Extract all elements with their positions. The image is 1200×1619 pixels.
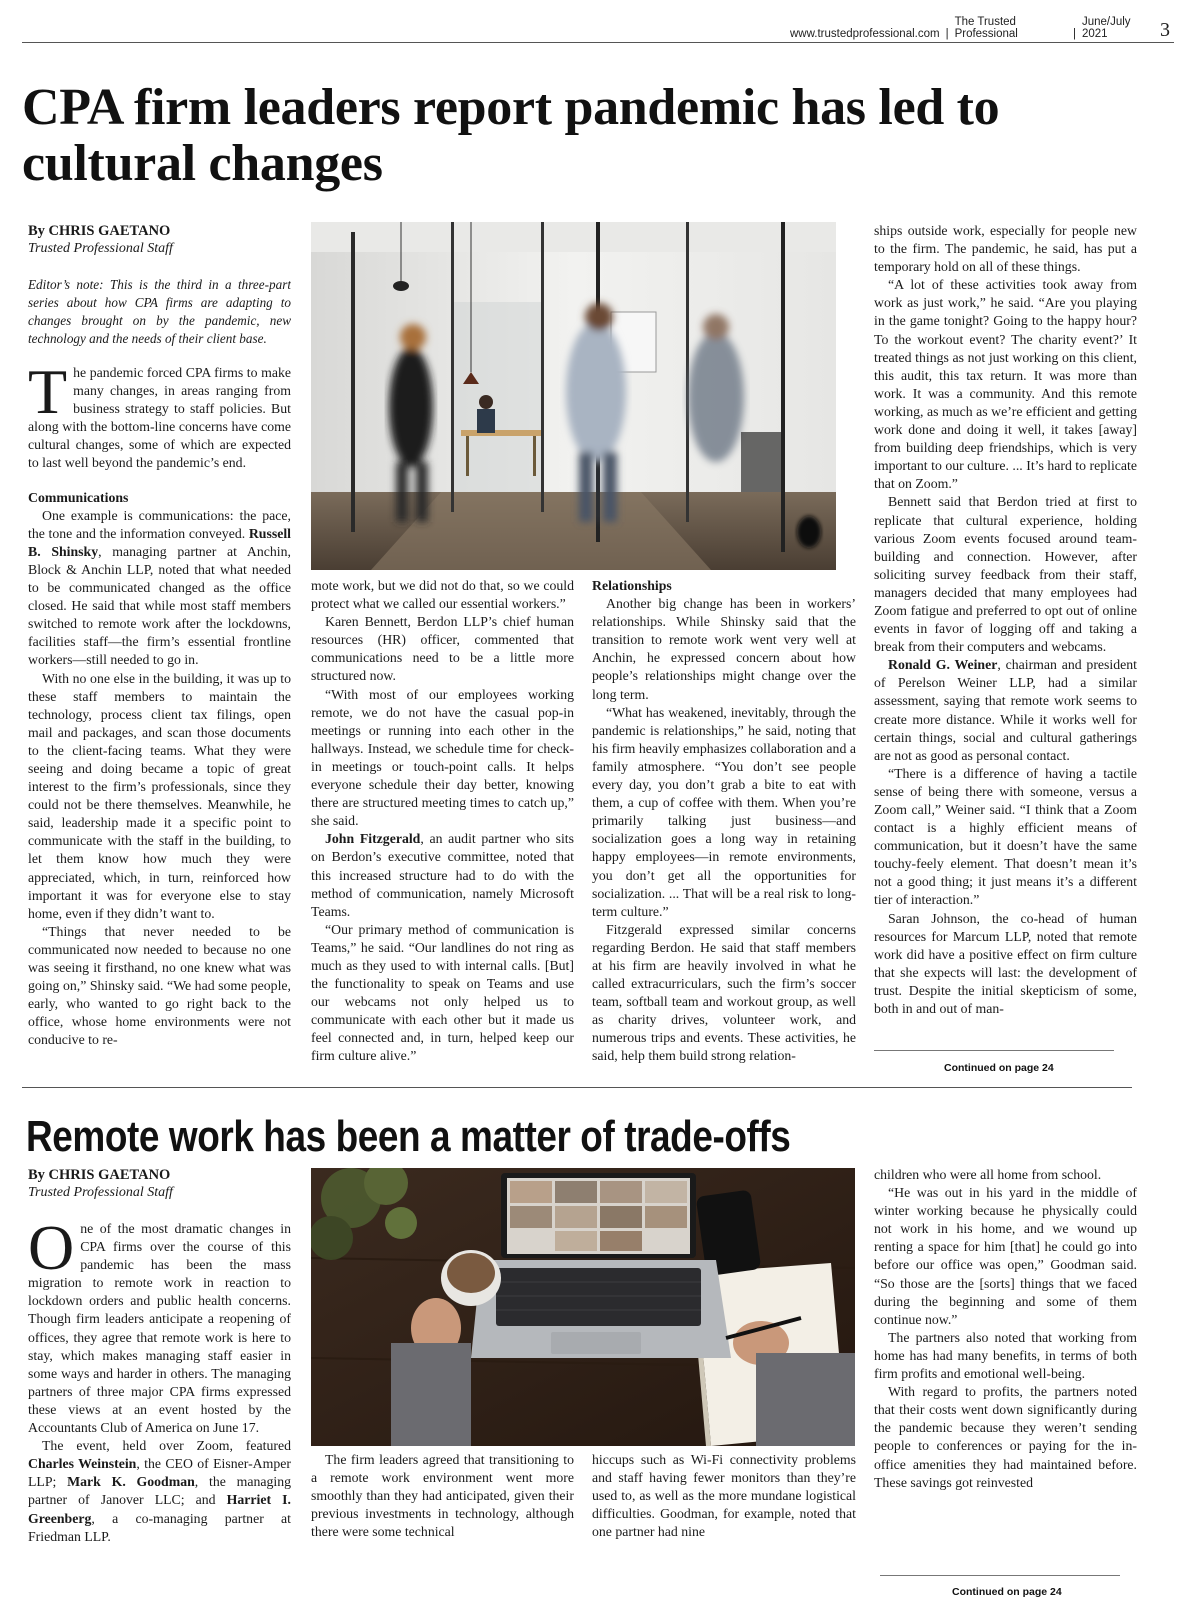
person-name: Mark K. Goodman	[67, 1474, 195, 1490]
lead-paragraph: The pandemic forced CPA firms to make many changes, in areas ranging from business strategy to staff policies. But along with the bottom-line concerns have come cultural changes, some of which are expected to last well beyond the pandemic’s end.	[28, 356, 291, 471]
paragraph: “What has weakened, inevitably, through the pandemic is relationships,” he said, noting that his firm heavily emphasizes collaboration and a family atmosphere. “You don’t see people every day, you don’t grab a bite to eat with them, a cup of coffee with them. When you’re primarily talking just business—and socialization goes a long way in retaining happy employees—in remote environments, you don’t get all the opportunities for socialization. ... That will be a real risk to long-term culture.”	[592, 704, 856, 919]
person-name: Charles Weinstein	[28, 1456, 137, 1472]
paragraph: The firm leaders agreed that transitioning to a remote work environment went more smoothly than they had anticipated, given their previous investments in technology, although there were some technical	[311, 1452, 574, 1540]
paragraph: One example is communications: the pace, the tone and the information conveyed. Russell B. Shinsky, managing partner at Anchin, Block & Anchin LLP, noted that what needed to be communicated changed as the office closed. He said that while most staff members switched to remote work after the lockdowns, facilities staff—the firm’s essential frontline workers—still needed to go in.	[28, 507, 291, 668]
paragraph: “There is a difference of having a tactile sense of being there with someone, versus a Zoom call,” Weiner said. “I think that a Zoom contact is a highly efficient means of communication, but it doesn’t have the same touchy-feely element. That doesn’t mean it’s not a good thing; it just means it’s a different tier of interaction.”	[874, 765, 1137, 908]
article1-column-1	[28, 222, 291, 1068]
byline-role: Trusted Professional Staff	[28, 1185, 173, 1200]
paragraph: “With most of our employees working remote, we do not have the casual pop-in meetings or running into each other in the hallways. Instead, we schedule time for check-in meetings or touch-point calls. It helps everyone schedule their day better, knowing there are structured meeting times to catch up,” she said.	[311, 686, 574, 829]
continued-link[interactable]: Continued on page 24	[952, 1586, 1062, 1598]
subhead-relationships: Relationships	[592, 578, 672, 593]
paragraph: John Fitzgerald, an audit partner who sits on Berdon’s executive committee, noted that this increased structure had to do with the method of communication, namely Microsoft Teams.	[311, 831, 574, 919]
byline: By CHRIS GAETANO	[28, 1167, 171, 1183]
paragraph: ships outside work, especially for people new to the firm. The pandemic, he said, has put a temporary hold on all of these things.	[874, 223, 1137, 275]
article1-column-3	[592, 577, 856, 1068]
article-divider	[22, 1087, 1132, 1088]
paragraph: Fitzgerald expressed similar concerns regarding Berdon. He said that staff members at his firm are heavily involved in what he called extracurriculars, such the firm’s soccer team, softball team and workout group, as well as charity drives, volunteer work, and numerous trips and events. These activities, he said, help them build strong relation-	[592, 921, 856, 1064]
laptop-photo-svg	[311, 1168, 855, 1446]
lead-paragraph: One of the most dramatic changes in CPA firms over the course of this pandemic has been the mass migration to remote work in reaction to lockdown orders and public health concerns. Though firm leaders anticipate a reopening of offices, they agree that remote work is here to stay, which makes managing staff easier in some ways and harder in others. The managing partners of three major CPA firms expressed these views at an event hosted by the Accountants Club of America on June 17.	[28, 1212, 291, 1436]
paragraph: With no one else in the building, it was up to these staff members to maintain the technology, process client tax filings, open mail and packages, and scan those documents to the client-facing teams. What they were seeing and doing became a topic of great interest to the firm’s professionals, since they could not be there themselves. Meanwhile, he said, leadership made it a specific point to communicate with the staff in the building, to let them know how much they were appreciated, which, in turn, reinforced how important it was for everyone else to stay home, even if they didn’t want to.	[28, 670, 291, 921]
paragraph: The event, held over Zoom, featured Charles Weinstein, the CEO of Eisner-Amper LLP; Mark K. Goodman, the managing partner of Janover LLC; and Harriet I. Greenberg, a co-managing partner at Friedman LLP.	[28, 1438, 291, 1544]
paragraph: “A lot of these activities took away from work as just work,” he said. “Are you playing in the game tonight? Going to the happy hour? To the workout event? The charity event?’ It treated things as not just working on this client, this audit, this tax return. It was more than work. It was a community. And this remote working, as much as we’re efficient and getting work done and doing it well, it takes [away] from building deep friendships, which is very important to our culture. ... It’s hard to replicate that on Zoom.”	[874, 277, 1137, 492]
site-url[interactable]: www.trustedprofessional.com	[790, 28, 940, 40]
editor-note: Editor’s note: This is the third in a three-part series about how CPA firms are adapting to changes brought on by the pandemic, new technology and the needs of their client base.	[28, 277, 291, 346]
person-name: Harriet I. Greenberg	[28, 1492, 291, 1526]
paragraph: hiccups such as Wi-Fi connectivity problems and staff having fewer monitors than they’re used to, as well as the more mundane logistical difficulties. Goodman, for example, noted that one partner had nine	[592, 1452, 856, 1540]
paragraph: “Things that never needed to be communicated now needed to because no one was seeing it firsthand, no one knew what was going on,” Shinsky said. “We had some people, early, who wanted to go right back to the office, whose home environments were not conducive to re-	[28, 923, 291, 1048]
paragraph: Another big change has been in workers’ relationships. While Shinsky said that the transition to remote work went very well at Anchin, he expressed concern about how people’s relationships might change over the long term.	[592, 596, 856, 702]
publication-name: The Trusted Professional	[954, 16, 1018, 40]
paragraph: With regard to profits, the partners noted that their costs went down significantly during the pandemic because they weren’t sending people to conferences or paying for the in-office amenities they had maintained before. These savings got reinvested	[874, 1384, 1137, 1490]
article2-column-2	[311, 1451, 574, 1607]
article1-column-4	[874, 222, 1137, 1046]
paragraph: Karen Bennett, Berdon LLP’s chief human resources (HR) officer, commented that communications need to be a little more structured now.	[311, 614, 574, 684]
drop-cap: T	[28, 356, 68, 427]
paragraph: Saran Johnson, the co-head of human resources for Marcum LLP, noted that remote work did have a positive effect on firm culture that she expects will last: the development of trust. Despite the initial skepticism of some, both in and out of man-	[874, 910, 1137, 1017]
issue-date: June/July 2021	[1081, 16, 1131, 40]
byline-role: Trusted Professional Staff	[28, 241, 173, 256]
article2-column-3	[592, 1451, 856, 1607]
paragraph: Ronald G. Weiner, chairman and president of Perelson Weiner LLP, had a similar assessment, saying that remote work seems to create more distance. While it works well for certain things, social and cultural gatherings are not as good as personal contact.	[874, 657, 1137, 763]
page-header: www.trustedprofessional.com | The Trusted Professional | June/July 2021 3	[790, 16, 1170, 41]
article1-column-2	[311, 577, 574, 1068]
blurred-office-workers-photo	[311, 222, 836, 570]
person-name: Russell B. Shinsky	[28, 525, 291, 559]
paragraph: The partners also noted that working from home has had many benefits, in terms of both firm profits and emotional well-being.	[874, 1329, 1137, 1382]
byline: By CHRIS GAETANO	[28, 223, 171, 239]
paragraph: children who were all home from school.	[874, 1167, 1102, 1182]
article2-headline: Remote work has been a matter of trade-offs	[26, 1112, 791, 1161]
continued-rule	[874, 1050, 1114, 1051]
subhead-communications: Communications	[28, 489, 129, 505]
person-name: John Fitzgerald	[325, 831, 421, 847]
header-rule	[22, 42, 1174, 43]
laptop-video-call-photo	[311, 1168, 855, 1446]
paragraph: Bennett said that Berdon tried at first to replicate that cultural experience, holding various Zoom events focused around team-building and connection. However, after soliciting survey feedback from their staff, managers decided that many employees had Zoom fatigue and preferred to opt out of online events in favor of logging off and taking a break from their computers and webcams.	[874, 494, 1137, 655]
article2-column-4	[874, 1166, 1137, 1562]
paragraph: mote work, but we did not do that, so we could protect what we called our essential workers.”	[311, 578, 574, 612]
person-name: Ronald G. Weiner	[888, 657, 998, 673]
drop-cap: O	[28, 1212, 75, 1283]
continued-rule	[880, 1575, 1120, 1576]
office-photo-svg	[311, 222, 836, 570]
article2-column-1	[28, 1166, 291, 1606]
article1-headline: CPA firm leaders report pandemic has led to cultural changes	[22, 79, 1000, 192]
paragraph: “Our primary method of communication is Teams,” he said. “Our landlines do not ring as much as they used to with internal calls. [But] the functionality to speak on Teams and use our webcams not only helped us to communicate with each other but it made us feel connected and, in turn, helped keep our firm culture alive.”	[311, 921, 574, 1064]
paragraph: “He was out in his yard in the middle of winter working because he physically could not work in his home, and we wound up renting a space for him [that] he could go into before our office was open,” Goodman said. “So those are the [sorts] things that we faced during the beginning and some of them continue now.”	[874, 1185, 1137, 1327]
page-number: 3	[1160, 19, 1170, 41]
continued-link[interactable]: Continued on page 24	[944, 1062, 1054, 1074]
